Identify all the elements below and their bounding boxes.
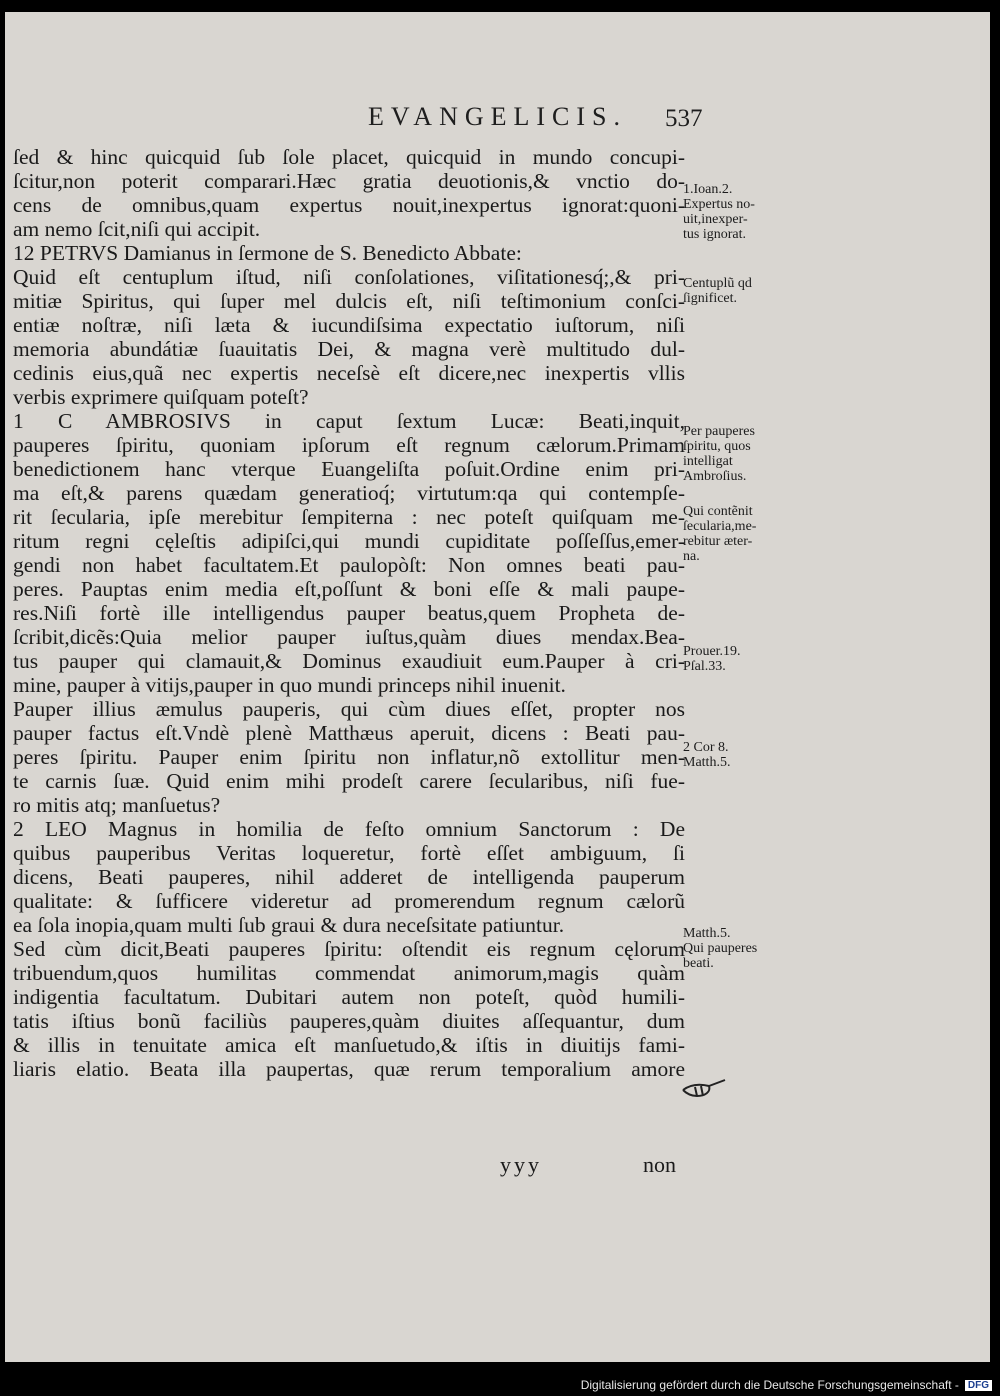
digitization-credit (581, 1378, 992, 1392)
text-line: quibus pauperibus Veritas loqueretur, fortè eſſet ambiguum, ſi (13, 841, 685, 865)
text-line: ſcribit,dicẽs:Quia melior pauper iuſtus,quàm diues mendax.Bea- (13, 625, 685, 649)
text-line: peres. Pauptas enim media eſt,poſſunt & boni eſſe & mali paupe- (13, 577, 685, 601)
text-line: qualitate: & ſufficere videretur ad promerendum regnum cælorũ (13, 889, 685, 913)
text-line: am nemo ſcit,niſi qui accipit. (13, 217, 261, 241)
text-line: verbis exprimere quiſquam poteſt? (13, 385, 309, 409)
margin-note-line: na. (683, 549, 700, 564)
text-line: peres ſpiritu. Pauper enim ſpiritu non inflatur,nõ extollitur men- (13, 745, 685, 769)
text-line: cens de omnibus,quam expertus nouit,inexpertus ignorat:quoni- (13, 193, 685, 217)
margin-note-5 (683, 644, 741, 674)
text-line: ro mitis atq; manſuetus? (13, 793, 221, 817)
text-line: ea ſola inopia,quam multi ſub graui & dura neceſsitate patiuntur. (13, 913, 565, 937)
margin-note-1 (683, 182, 755, 242)
margin-note-line: ſignificet. (683, 291, 738, 306)
margin-note-line: beati. (683, 956, 714, 971)
text-line: Sed cùm dicit,Beati pauperes ſpiritu: oſtendit eis regnum cęlorum (13, 937, 685, 961)
text-line: dicens, Beati pauperes, nihil adderet de intelligenda pauperum (13, 865, 685, 889)
margin-note-line: tus ignorat. (683, 227, 746, 242)
margin-note-line: rebitur æter- (683, 534, 753, 549)
margin-note-line: Ambroſius. (683, 469, 747, 484)
text-line: benedictionem hanc vterque Euangeliſta poſuit.Ordine enim pri- (13, 457, 685, 481)
margin-note-4 (683, 504, 756, 564)
page-number: 537 (665, 105, 703, 132)
text-line: cedinis eius,quã nec expertis neceſsè eſt dicere,nec inexpertis vllis (13, 361, 685, 385)
credit-text: Digitalisierung gefördert durch die Deutsche Forschungsgemeinschaft - (580, 1378, 959, 1392)
text-line: 12 PETRVS Damianus in ſermone de S. Benedicto Abbate: (13, 241, 522, 265)
text-line: Quid eſt centuplum iſtud, niſi conſolationes, viſitationesq́;,& pri- (13, 265, 685, 289)
margin-note-line: Expertus no- (683, 197, 755, 212)
text-line: & illis in tenuitate amica eſt manſuetudo,& iſtis in diuitijs fami- (13, 1033, 685, 1057)
text-line: ſed & hinc quicquid ſub ſole placet, quicquid in mundo concupi- (13, 145, 685, 169)
text-line: mitiæ Spiritus, qui ſuper mel dulcis eſt, niſi teſtimonium conſci- (13, 289, 685, 313)
text-line: gendi non habet facultatem.Et paulopòſt: Non omnes beati pau- (13, 553, 685, 577)
text-line: ſcitur,non poterit comparari.Hæc gratia deuotionis,& vnctio do- (13, 169, 685, 193)
margin-note-line: intelligat (683, 454, 733, 469)
dfg-logo: DFG (965, 1380, 992, 1391)
margin-note-3 (683, 424, 755, 484)
margin-note-line: 1.Ioan.2. (683, 182, 733, 197)
text-line: mine, pauper à vitijs,pauper in quo mundi princeps nihil inuenit. (13, 673, 566, 697)
margin-note-line: Matth.5. (683, 755, 731, 770)
margin-note-line: Prouer.19. (683, 644, 741, 659)
margin-note-line: ſecularia,me- (683, 519, 757, 534)
text-line: rit ſecularia, ipſe merebitur ſempiterna : nec poteſt quiſquam me- (13, 505, 685, 529)
text-line: entiæ noſtræ, niſi læta & iucundiſsima expectatio iuſtorum, niſi (13, 313, 685, 337)
text-line: ma eſt,& parens quædam generatioq́; virtutum:qa qui contempſe- (13, 481, 685, 505)
text-line: pauperes ſpiritu, quoniam ipſorum eſt regnum cælorum.Primam (13, 433, 685, 457)
text-line: 2 LEO Magnus in homilia de feſto omnium Sanctorum : De (13, 817, 685, 841)
text-line: tus pauper qui clamauit,& Dominus exaudiuit eum.Pauper à cri- (13, 649, 685, 673)
text-line: liaris elatio. Beata illa paupertas, quæ rerum temporalium amore (13, 1057, 685, 1081)
margin-note-line: 2 Cor 8. (683, 740, 729, 755)
margin-note-6 (683, 740, 730, 770)
text-line: Pauper illius æmulus pauperis, qui cùm diues eſſet, propter nos (13, 697, 685, 721)
margin-note-line: uit,inexper- (683, 212, 748, 227)
text-line: ritum regni cęleſtis adipiſci,qui mundi cupiditate poſſeſſus,emer- (13, 529, 685, 553)
margin-note-line: Per pauperes (683, 424, 755, 439)
signature-mark: yyy (500, 1152, 542, 1177)
text-line: indigentia facultatum. Dubitari autem non poteſt, quòd humili- (13, 985, 685, 1009)
text-line: res.Niſi fortè ille intelligendus pauper beatus,quem Propheta de- (13, 601, 685, 625)
text-line: memoria abundátiæ ſuauitatis Dei, & magna verè multitudo dul- (13, 337, 685, 361)
margin-note-line: Pſal.33. (683, 659, 726, 674)
text-line: tatis iſtius bonũ faciliùs pauperes,quàm diuites aſſequantur, dum (13, 1009, 685, 1033)
pointing-hand-icon (681, 1074, 729, 1102)
main-text-block (13, 145, 685, 1081)
margin-note-line: Qui contẽnit (683, 504, 753, 519)
text-line: te carnis ſuæ. Quid enim mihi prodeſt carere ſecularibus, niſi fue- (13, 769, 685, 793)
margin-note-line: Matth.5. (683, 926, 731, 941)
text-line: pauper factus eſt.Vndè plenè Matthæus aperuit, dicens : Beati pau- (13, 721, 685, 745)
book-page (5, 12, 990, 1362)
text-line: 1 C AMBROSIVS in caput ſextum Lucæ: Beati,inquit, (13, 409, 685, 433)
catchword: non (643, 1152, 676, 1177)
margin-note-7 (683, 926, 757, 971)
margin-note-2 (683, 276, 752, 306)
running-title: EVANGELICIS. (367, 102, 628, 131)
text-line: tribuendum,quos humilitas commendat animorum,magis quàm (13, 961, 685, 985)
margin-note-line: ſpiritu, quos (683, 439, 751, 454)
margin-note-line: Centuplũ qd (683, 276, 752, 291)
margin-note-line: Qui pauperes (683, 941, 758, 956)
